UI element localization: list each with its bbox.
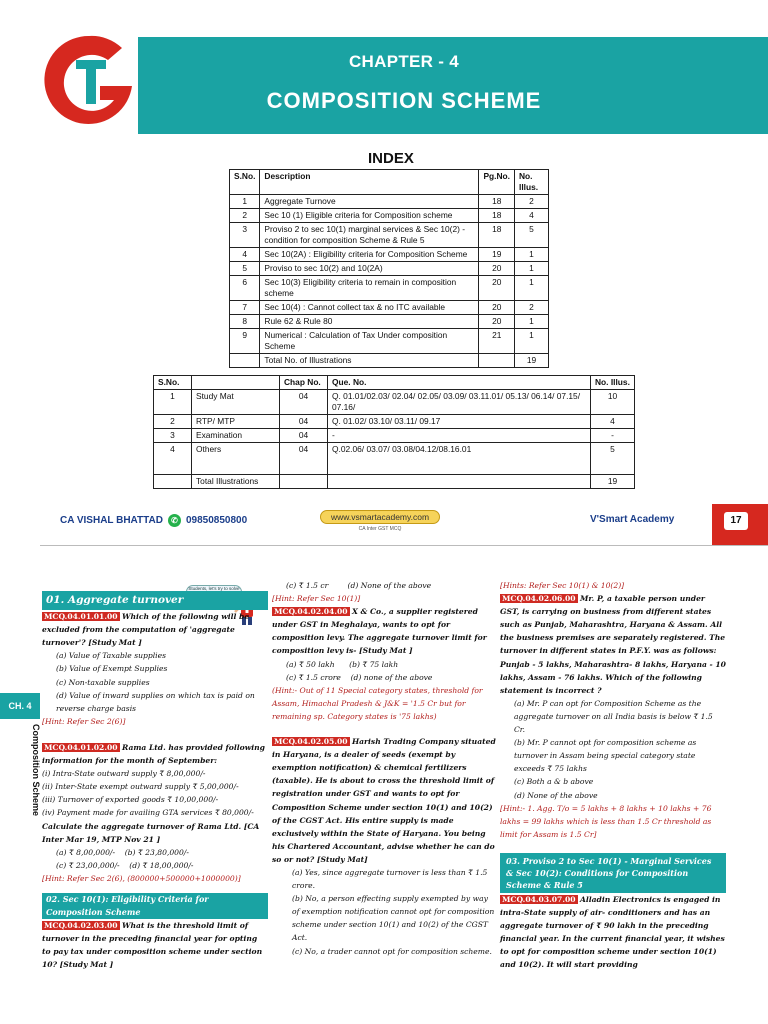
table-total-row bbox=[154, 475, 635, 489]
cell-illus: 10 bbox=[591, 390, 635, 415]
cell-description: Sec 10 (1) Eligible criteria for Composition scheme bbox=[260, 209, 479, 223]
question-text bbox=[42, 919, 268, 971]
cell-sno: 3 bbox=[230, 223, 260, 248]
side-chapter-label: Composition Scheme bbox=[31, 724, 41, 817]
option: (c) ₹ 1.5 crore bbox=[286, 672, 341, 682]
index-table-sources bbox=[153, 375, 635, 489]
list-item: (iii) Turnover of exported goods ₹ 10,00,000/- bbox=[42, 795, 219, 805]
cell-sno: 6 bbox=[230, 276, 260, 301]
mcq-stem: Harish Trading Company situated in Haryana, is a dealer of seeds (exempt by exemption notification) & chemical fertilizers (taxable). He is about to cross the threshold limit of registration under GST and wants to opt for Composition Scheme under section 10(1) and 10(2) of the CGST Act. His entire supply is made exclusively within the State of Haryana. You being his Chartered Accountant, advise whether he can do so or not? [Study Mat] bbox=[272, 737, 496, 864]
cell-illus: 4 bbox=[591, 415, 635, 429]
col-header-illus: No. Illus. bbox=[591, 376, 635, 390]
cell-questions: - bbox=[328, 429, 591, 443]
mcq-stem: Which of the following will be excluded from the computation of 'aggregate turnover'? [Study Mat ] bbox=[42, 612, 250, 648]
col-header-page: Pg.No. bbox=[479, 170, 515, 195]
hint: [Hint:- 1. Agg. T/o = 5 lakhs + 8 lakhs + 10 lakhs + 76 lakhs = 99 lakhs which is less than 1.5 Cr threshold as limit for Assam is 1.5 Cr] bbox=[500, 803, 712, 839]
total-value: 19 bbox=[591, 475, 635, 489]
question-ask: Calculate the aggregate turnover of Rama Ltd. [CA Inter Mar 19, MTP Nov 21 ] bbox=[42, 821, 260, 844]
total-label: Total Illustrations bbox=[192, 475, 280, 489]
website-link[interactable]: www.vsmartacademy.com bbox=[320, 510, 440, 524]
question-text bbox=[272, 735, 496, 866]
website-subtitle: CA Inter GST MCQ bbox=[358, 526, 402, 532]
total-value: 19 bbox=[515, 354, 549, 368]
list-item: (iv) Payment made for availing GTA services ₹ 80,000/- bbox=[42, 808, 254, 818]
cell-illus: 5 bbox=[591, 443, 635, 475]
col-header-sno: S.No. bbox=[230, 170, 260, 195]
mcq-tag: MCQ.04.02.03.00 bbox=[44, 921, 118, 931]
cell-sno: 4 bbox=[154, 443, 192, 475]
cell-questions: Q. 01.02/ 03.10/ 03.11/ 09.17 bbox=[328, 415, 591, 429]
author-phone[interactable]: 09850850800 bbox=[185, 515, 248, 526]
whatsapp-icon: ✆ bbox=[168, 514, 181, 527]
cell-illus: 1 bbox=[515, 315, 549, 329]
question-text bbox=[42, 610, 268, 649]
table-row bbox=[154, 443, 635, 475]
mcq-tag: MCQ.04.01.02.00 bbox=[44, 742, 118, 752]
cell-page: 20 bbox=[479, 315, 515, 329]
cell-illus: 2 bbox=[515, 301, 549, 315]
question-text bbox=[272, 605, 496, 657]
cell-sno: 3 bbox=[154, 429, 192, 443]
hint: [Hint: Refer Sec 2(6), (800000+500000+1000000)] bbox=[42, 873, 241, 883]
cell-sno: 7 bbox=[230, 301, 260, 315]
hint: [Hint: Refer Sec 10(1)] bbox=[272, 594, 361, 604]
cell-sno: 1 bbox=[230, 195, 260, 209]
cell-description: Sec 10(3) Eligibility criteria to remain in composition scheme bbox=[260, 276, 479, 301]
cell-description: Sec 10(4) : Cannot collect tax & no ITC available bbox=[260, 301, 479, 315]
cell-illus: 5 bbox=[515, 223, 549, 248]
cell-empty bbox=[230, 354, 260, 368]
section-heading: 02. Sec 10(1): Eligibility Criteria for Composition Scheme bbox=[42, 893, 268, 919]
table-header-row bbox=[154, 376, 635, 390]
table-row bbox=[230, 209, 549, 223]
side-chapter-tab: CH. 4 bbox=[0, 693, 40, 719]
option: (a) Mr. P can opt for Composition Scheme as the aggregate turnover on all India basis is below ₹ 1.5 Cr. bbox=[514, 698, 713, 735]
mcq-tag: MCQ.04.02.05.00 bbox=[274, 737, 348, 747]
cell-chap: 04 bbox=[280, 443, 328, 475]
option: (d) Value of inward supplies on which tax is paid on reverse charge basis bbox=[56, 690, 255, 713]
cell-description: Proviso 2 to sec 10(1) marginal services & Sec 10(2) - condition for composition Scheme & Rule 5 bbox=[260, 223, 479, 248]
list-item: (ii) Inter-State exempt outward supply ₹ 5,00,000/- bbox=[42, 782, 239, 792]
question-column-1 bbox=[42, 581, 268, 972]
mcq-stem: What is the threshold limit of turnover in the preceding financial year for opting to pay tax under composition scheme under section 10? [Study Mat ] bbox=[42, 921, 263, 970]
cell-source: Others bbox=[192, 443, 280, 475]
cell-description: Rule 62 & Rule 80 bbox=[260, 315, 479, 329]
cell-empty bbox=[154, 475, 192, 489]
cell-page: 20 bbox=[479, 276, 515, 301]
cell-illus: 1 bbox=[515, 248, 549, 262]
table-row bbox=[154, 390, 635, 415]
cell-page: 19 bbox=[479, 248, 515, 262]
option-row bbox=[272, 671, 496, 684]
option: (c) Both a & b above bbox=[514, 777, 594, 787]
hint: [Hints: Refer Sec 10(1) & 10(2)] bbox=[500, 581, 625, 590]
cell-questions: Q.02.06/ 03.07/ 03.08/04.12/08.16.01 bbox=[328, 443, 591, 475]
option: (c) ₹ 1.5 cr bbox=[286, 581, 329, 590]
total-label: Total No. of Illustrations bbox=[260, 354, 479, 368]
cell-sno: 4 bbox=[230, 248, 260, 262]
col-header-illus: No. Illus. bbox=[515, 170, 549, 195]
option: (b) No, a person effecting supply exempted by way of exemption notification cannot opt for composition scheme under section 10(1) and 10(2) of the CGST Act. bbox=[292, 894, 495, 943]
list-item: (i) Intra-State outward supply ₹ 8,00,000/- bbox=[42, 769, 206, 779]
cell-page: 18 bbox=[479, 195, 515, 209]
table-row bbox=[154, 415, 635, 429]
page-divider bbox=[40, 545, 768, 546]
cell-sno: 9 bbox=[230, 329, 260, 354]
question-text bbox=[500, 893, 726, 972]
table-row bbox=[154, 429, 635, 443]
cell-sno: 5 bbox=[230, 262, 260, 276]
table-row bbox=[230, 248, 549, 262]
cell-source: Study Mat bbox=[192, 390, 280, 415]
table-row bbox=[230, 262, 549, 276]
cell-sno: 1 bbox=[154, 390, 192, 415]
option: (b) ₹ 75 lakh bbox=[349, 659, 399, 669]
vsmart-logo-icon bbox=[40, 30, 138, 134]
col-header-questions: Que. No. bbox=[328, 376, 591, 390]
hint: [Hint: Refer Sec 2(6)] bbox=[42, 716, 126, 726]
cell-page: 18 bbox=[479, 223, 515, 248]
option: (a) ₹ 8,00,000/- bbox=[56, 847, 116, 857]
cell-chap: 04 bbox=[280, 415, 328, 429]
option: (d) ₹ 18,00,000/- bbox=[129, 860, 194, 870]
option: (c) No, a trader cannot opt for composition scheme. bbox=[292, 946, 492, 956]
col-header-source bbox=[192, 376, 280, 390]
cell-source: Examination bbox=[192, 429, 280, 443]
cell-illus: 1 bbox=[515, 329, 549, 354]
cell-description: Numerical : Calculation of Tax Under composition Scheme bbox=[260, 329, 479, 354]
mcq-stem: X & Co., a supplier registered under GST in Meghalaya, wants to opt for composition levy. The aggregate turnover limit for composition levy is- [Study Mat ] bbox=[272, 607, 487, 656]
cell-description: Sec 10(2A) : Eligibility criteria for Composition Scheme bbox=[260, 248, 479, 262]
table-row bbox=[230, 195, 549, 209]
option: (a) Yes, since aggregate turnover is less than ₹ 1.5 crore. bbox=[292, 867, 488, 891]
cell-page: 21 bbox=[479, 329, 515, 354]
table-row bbox=[230, 276, 549, 301]
cell-sno: 2 bbox=[154, 415, 192, 429]
cell-sno: 8 bbox=[230, 315, 260, 329]
cell-description: Aggregate Turnove bbox=[260, 195, 479, 209]
index-title: INDEX bbox=[368, 150, 414, 167]
hint: (Hint:- Out of 11 Special category states, threshold for Assam, Himachal Pradesh & J&K = '1.5 Cr but for remaining sp. Category states is '75 lakhs) bbox=[272, 685, 483, 721]
mcq-stem: Alladin Electronics is engaged in intra-State supply of air- conditioners and has an aggregate turnover of ₹ 90 lakh in the preceding financial year. In the current financial year, it wishes to opt for composition scheme under section 10(1) and 10(2). It will start providing bbox=[500, 894, 725, 970]
cell-questions: Q. 01.01/02.03/ 02.04/ 02.05/ 03.09/ 03.11.01/ 05.13/ 06.14/ 07.15/ 07.16/ bbox=[328, 390, 591, 415]
option: (c) ₹ 23,00,000/- bbox=[56, 860, 120, 870]
section-heading: 03. Proviso 2 to Sec 10(1) - Marginal Services & Sec 10(2): Conditions for Composition Scheme & Rule 5 bbox=[500, 853, 726, 893]
mcq-tag: MCQ.04.02.04.00 bbox=[274, 607, 348, 617]
chapter-number: CHAPTER - 4 bbox=[348, 52, 460, 71]
option: (b) Value of Exempt Supplies bbox=[56, 664, 168, 674]
section-heading: 01. Aggregate turnover bbox=[42, 591, 268, 610]
mcq-tag: MCQ.04.01.01.00 bbox=[44, 612, 118, 622]
cell-page: 18 bbox=[479, 209, 515, 223]
brand-name: V'Smart Academy bbox=[590, 514, 675, 525]
cell-empty bbox=[328, 475, 591, 489]
question-data: Punjab - 5 lakhs, Maharashtra- 8 lakhs, Haryana - 10 lakhs, Assam - 76 lakhs. Which of the following statement is incorrect ? bbox=[500, 659, 726, 695]
cell-empty bbox=[479, 354, 515, 368]
option: (a) ₹ 50 lakh bbox=[286, 659, 335, 669]
cell-source: RTP/ MTP bbox=[192, 415, 280, 429]
mcq-stem: Mr. P, a taxable person under GST, is carrying on business from different states such as Punjab, Maharashtra, Haryana & Assam. All the business premises are separately registered. The turnover in different states in P.F.Y. was as follows: bbox=[500, 594, 726, 656]
table-header-row bbox=[230, 170, 549, 195]
option: (c) Non-taxable supplies bbox=[56, 677, 150, 687]
option: (a) Value of Taxable supplies bbox=[56, 651, 166, 661]
index-table-topics bbox=[229, 169, 549, 368]
mcq-stem: Rama Ltd. has provided following information for the month of September: bbox=[42, 742, 265, 766]
cell-chap: 04 bbox=[280, 429, 328, 443]
table-total-row bbox=[230, 354, 549, 368]
speech-bubble: Students, let's try to solve bbox=[186, 585, 242, 599]
question-column-3 bbox=[500, 579, 726, 971]
cell-empty bbox=[280, 475, 328, 489]
option: (b) Mr. P cannot opt for composition scheme as turnover in Assam being special category state exceeds ₹ 75 lakhs bbox=[514, 738, 697, 774]
chapter-title: COMPOSITION SCHEME bbox=[266, 88, 542, 113]
cell-illus: 1 bbox=[515, 262, 549, 276]
author-contact bbox=[60, 514, 247, 527]
option-row bbox=[42, 846, 268, 859]
cell-page: 20 bbox=[479, 301, 515, 315]
option-row bbox=[272, 658, 496, 671]
table-row bbox=[230, 223, 549, 248]
cell-illus: 2 bbox=[515, 195, 549, 209]
cell-page: 20 bbox=[479, 262, 515, 276]
col-header-description: Description bbox=[260, 170, 479, 195]
question-column-2 bbox=[272, 579, 496, 958]
mcq-tag: MCQ.04.02.06.00 bbox=[502, 594, 576, 604]
question-text bbox=[42, 741, 268, 767]
option-row bbox=[272, 579, 496, 592]
cell-illus: - bbox=[591, 429, 635, 443]
table-row bbox=[230, 301, 549, 315]
cell-illus: 4 bbox=[515, 209, 549, 223]
option: (d) None of the above bbox=[514, 790, 598, 800]
option-row bbox=[42, 859, 268, 872]
cell-chap: 04 bbox=[280, 390, 328, 415]
option: (d) none of the above bbox=[350, 672, 433, 682]
table-row bbox=[230, 329, 549, 354]
cell-description: Proviso to sec 10(2) and 10(2A) bbox=[260, 262, 479, 276]
question-text bbox=[500, 592, 726, 657]
option: (b) ₹ 23,80,000/- bbox=[124, 847, 189, 857]
cell-illus: 1 bbox=[515, 276, 549, 301]
option: (d) None of the above bbox=[347, 581, 432, 590]
author-name: CA VISHAL BHATTAD bbox=[60, 515, 163, 526]
page-number: 17 bbox=[724, 512, 748, 530]
table-row bbox=[230, 315, 549, 329]
col-header-sno: S.No. bbox=[154, 376, 192, 390]
col-header-chap: Chap No. bbox=[280, 376, 328, 390]
cell-sno: 2 bbox=[230, 209, 260, 223]
mcq-tag: MCQ.04.03.07.00 bbox=[502, 894, 576, 904]
